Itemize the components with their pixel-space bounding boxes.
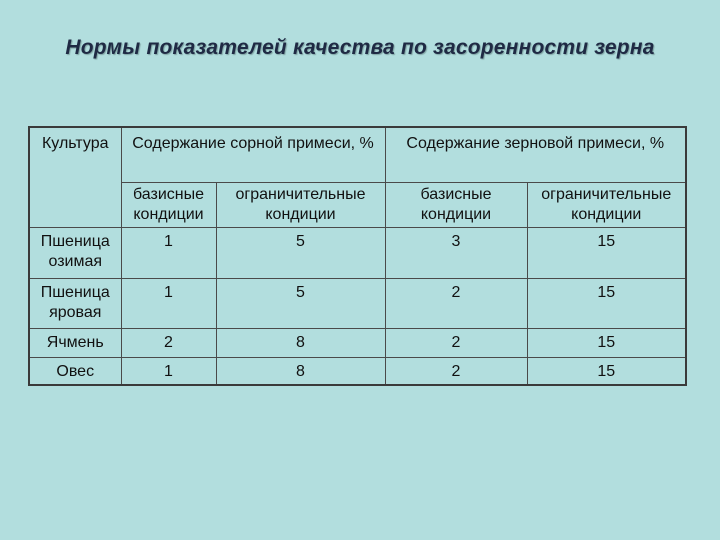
table-cell: 2 (385, 357, 527, 385)
crop-column-header: Культура (29, 127, 121, 227)
table-cell: 3 (385, 227, 527, 278)
table-cell: 5 (216, 278, 385, 328)
table-row (29, 227, 686, 278)
weed-impurity-group-header: Содержание сорной примеси, % (121, 127, 385, 182)
table-cell: 15 (527, 227, 686, 278)
crop-name: Ячмень (29, 328, 121, 357)
weed-basic-conditions-header: базисные кондиции (121, 182, 216, 227)
weed-limit-conditions-header: ограничительные кондиции (216, 182, 385, 227)
table-cell: 15 (527, 278, 686, 328)
table-cell: 2 (385, 278, 527, 328)
table-cell: 1 (121, 357, 216, 385)
table-cell: 1 (121, 227, 216, 278)
table-cell: 15 (527, 357, 686, 385)
table-cell: 5 (216, 227, 385, 278)
crop-name: Овес (29, 357, 121, 385)
crop-name: Пшеница яровая (29, 278, 121, 328)
table-subheader-row (29, 182, 686, 227)
grain-limit-conditions-header: ограничительные кондиции (527, 182, 686, 227)
table-cell: 1 (121, 278, 216, 328)
table-cell: 2 (385, 328, 527, 357)
table-cell: 8 (216, 357, 385, 385)
table-cell: 15 (527, 328, 686, 357)
table-row (29, 278, 686, 328)
table-row (29, 328, 686, 357)
crop-name: Пшеница озимая (29, 227, 121, 278)
grain-impurity-group-header: Содержание зерновой примеси, % (385, 127, 686, 182)
table-row (29, 357, 686, 385)
table-cell: 2 (121, 328, 216, 357)
page-title: Нормы показателей качества по засоренности зерна (65, 36, 655, 59)
grain-basic-conditions-header: базисные кондиции (385, 182, 527, 227)
quality-norms-table (28, 126, 687, 386)
table-cell: 8 (216, 328, 385, 357)
table-header-row (29, 127, 686, 182)
